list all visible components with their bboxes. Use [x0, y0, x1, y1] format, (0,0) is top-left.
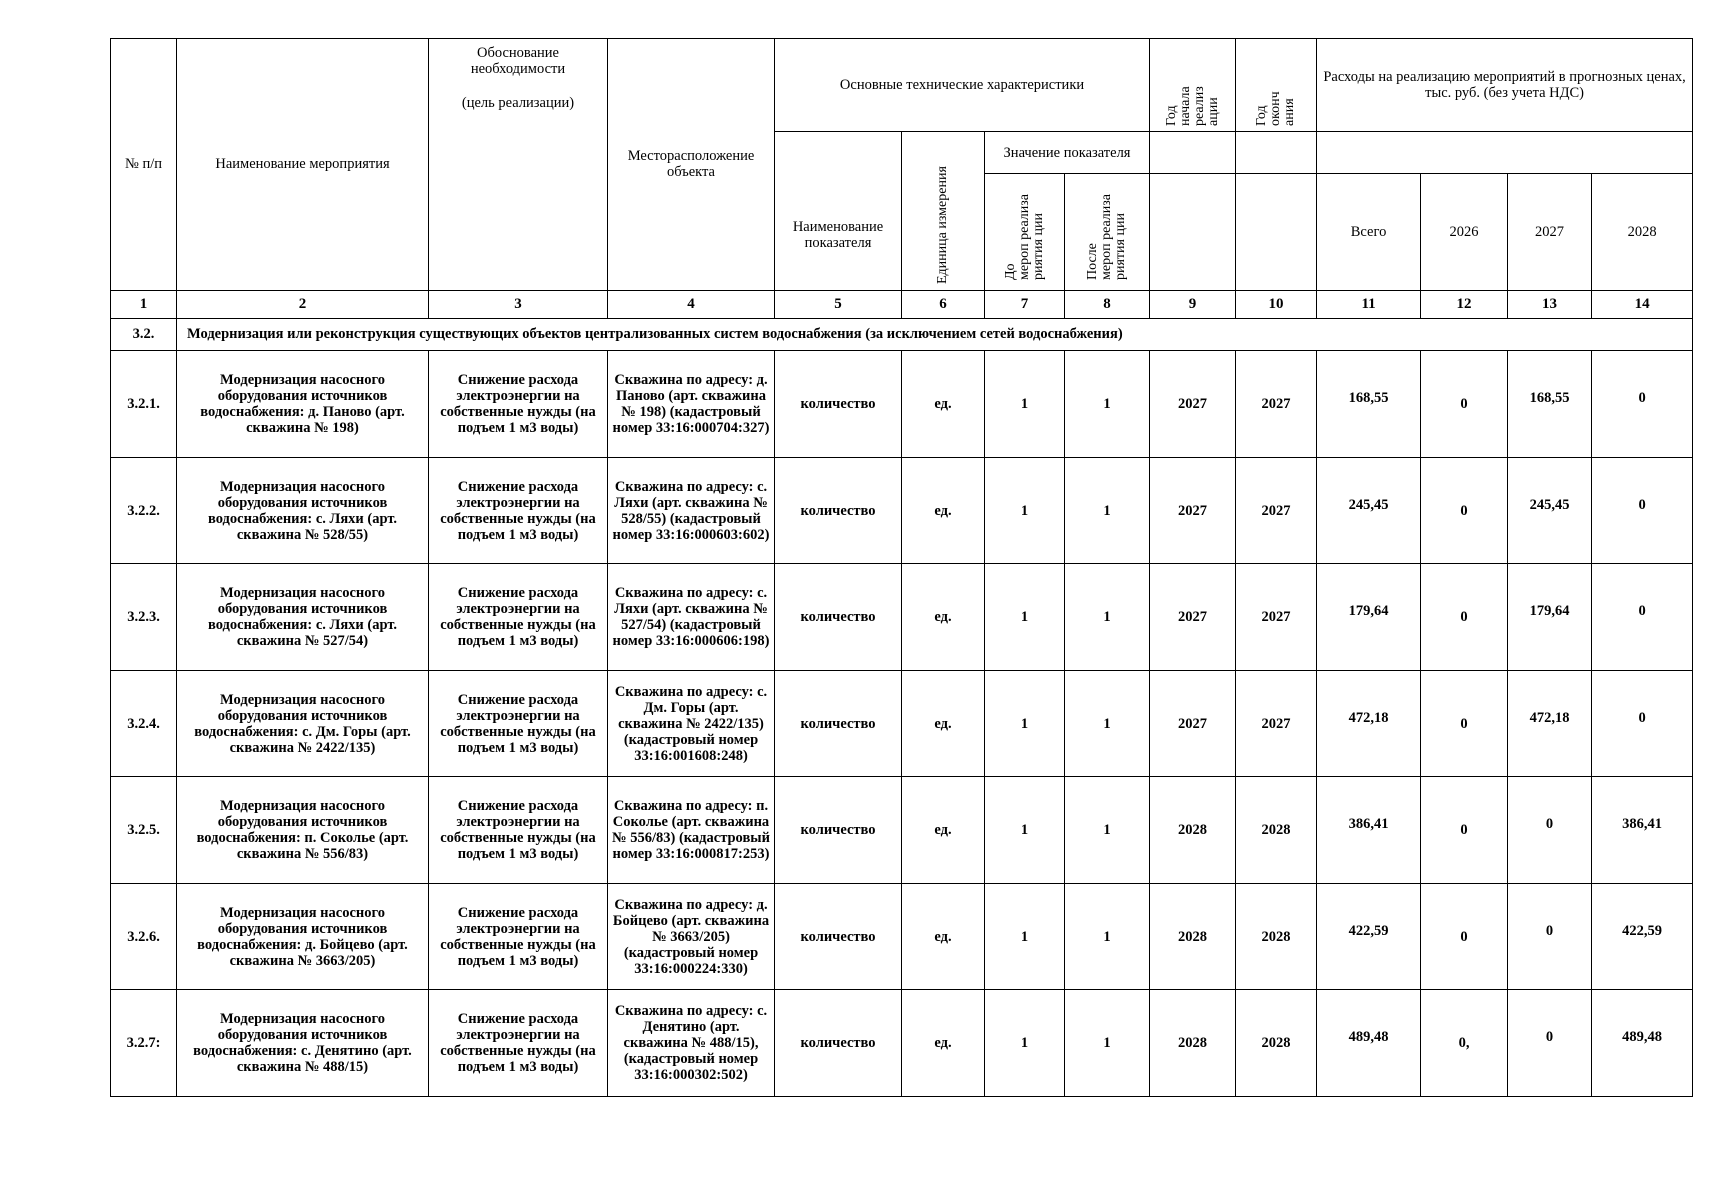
- header-empty-a: [1150, 132, 1236, 174]
- row-2028: [1592, 883, 1693, 990]
- table-row: [111, 351, 1693, 458]
- column-number: 2: [177, 290, 429, 318]
- row-location: Скважина по адресу: с. Денятино (арт. скважина № 488/15), (кадастровый номер 33:16:000302:502): [608, 990, 775, 1097]
- column-number: 6: [902, 290, 985, 318]
- row-start: 2027: [1150, 564, 1236, 671]
- row-reason: Снижение расхода электроэнергии на собственные нужды (на подъем 1 м3 воды): [429, 457, 608, 564]
- row-total-value: 245,45: [1348, 496, 1389, 513]
- row-total: [1317, 777, 1421, 884]
- row-unit: ед.: [902, 351, 985, 458]
- column-number: 1: [111, 290, 177, 318]
- row-2026: 0,: [1421, 990, 1508, 1097]
- table-row: [111, 457, 1693, 564]
- row-2028-value: 386,41: [1622, 816, 1662, 833]
- row-num: 3.2.6.: [111, 883, 177, 990]
- column-number: 7: [985, 290, 1065, 318]
- row-indicator: количество: [775, 457, 902, 564]
- header-indicator-name: Наименование показателя: [775, 132, 902, 291]
- row-start: 2028: [1150, 883, 1236, 990]
- row-indicator: количество: [775, 564, 902, 671]
- row-start: 2028: [1150, 777, 1236, 884]
- row-2028: [1592, 670, 1693, 777]
- row-2027: [1508, 883, 1592, 990]
- header-empty-c: [1317, 132, 1693, 174]
- row-reason: Снижение расхода электроэнергии на собственные нужды (на подъем 1 м3 воды): [429, 883, 608, 990]
- column-number: 9: [1150, 290, 1236, 318]
- row-unit: ед.: [902, 670, 985, 777]
- row-2027-value: 0: [1545, 1029, 1554, 1046]
- row-total-value: 422,59: [1348, 922, 1389, 939]
- row-total-value: 472,18: [1348, 709, 1389, 726]
- column-number: 3: [429, 290, 608, 318]
- row-after: 1: [1065, 351, 1150, 458]
- table-row: [111, 883, 1693, 990]
- row-location: Скважина по адресу: с. Ляхи (арт. скважина № 528/55) (кадастровый номер 33:16:000603:602): [608, 457, 775, 564]
- row-before: 1: [985, 564, 1065, 671]
- row-indicator: количество: [775, 990, 902, 1097]
- row-reason: Снижение расхода электроэнергии на собственные нужды (на подъем 1 м3 воды): [429, 670, 608, 777]
- row-reason: Снижение расхода электроэнергии на собственные нужды (на подъем 1 м3 воды): [429, 564, 608, 671]
- row-unit: ед.: [902, 564, 985, 671]
- row-start: 2028: [1150, 990, 1236, 1097]
- row-indicator: количество: [775, 351, 902, 458]
- table-row: [111, 990, 1693, 1097]
- row-2026: 0: [1421, 670, 1508, 777]
- row-unit: ед.: [902, 990, 985, 1097]
- row-end: 2027: [1236, 351, 1317, 458]
- header-total: Всего: [1317, 174, 1421, 291]
- row-location: Скважина по адресу: с. Ляхи (арт. скважина № 527/54) (кадастровый номер 33:16:000606:198): [608, 564, 775, 671]
- row-num: 3.2.3.: [111, 564, 177, 671]
- header-year-end: Год оконч ания: [1236, 39, 1317, 132]
- row-reason: Снижение расхода электроэнергии на собственные нужды (на подъем 1 м3 воды): [429, 777, 608, 884]
- row-2028: [1592, 564, 1693, 671]
- row-after: 1: [1065, 564, 1150, 671]
- table-row: [111, 564, 1693, 671]
- row-2027-value: 179,64: [1529, 603, 1570, 620]
- row-after: 1: [1065, 670, 1150, 777]
- row-2027: [1508, 990, 1592, 1097]
- header-2028: 2028: [1592, 174, 1693, 291]
- row-2028-value: 0: [1638, 603, 1646, 620]
- row-total: [1317, 990, 1421, 1097]
- header-before: До мероп реализа риятия ции: [985, 174, 1065, 291]
- row-2026: 0: [1421, 564, 1508, 671]
- row-2027: [1508, 351, 1592, 458]
- column-number: 11: [1317, 290, 1421, 318]
- row-indicator: количество: [775, 883, 902, 990]
- row-name: Модернизация насосного оборудования источников водоснабжения: с. Денятино (арт. скважина № 488/15): [177, 990, 429, 1097]
- row-start: 2027: [1150, 351, 1236, 458]
- row-2028-value: 0: [1638, 709, 1646, 726]
- column-number: 13: [1508, 290, 1592, 318]
- row-2028: [1592, 351, 1693, 458]
- row-indicator: количество: [775, 670, 902, 777]
- row-total: [1317, 457, 1421, 564]
- row-total-value: 168,55: [1348, 390, 1389, 407]
- row-2028: [1592, 457, 1693, 564]
- row-total-value: 489,48: [1348, 1029, 1389, 1046]
- row-before: 1: [985, 351, 1065, 458]
- row-num: 3.2.4.: [111, 670, 177, 777]
- row-num: 3.2.7:: [111, 990, 177, 1097]
- header-reason: [429, 39, 608, 291]
- section-num: 3.2.: [111, 318, 177, 351]
- row-name: Модернизация насосного оборудования источников водоснабжения: с. Ляхи (арт. скважина № 527/54): [177, 564, 429, 671]
- header-2027: 2027: [1508, 174, 1592, 291]
- header-reason-line1: Обоснование необходимости: [470, 45, 566, 77]
- row-2026: 0: [1421, 457, 1508, 564]
- header-empty-d: [1150, 174, 1236, 291]
- row-after: 1: [1065, 990, 1150, 1097]
- row-indicator: количество: [775, 777, 902, 884]
- row-end: 2027: [1236, 457, 1317, 564]
- row-2027: [1508, 670, 1592, 777]
- row-name: Модернизация насосного оборудования источников водоснабжения: д. Бойцево (арт. скважина № 3663/205): [177, 883, 429, 990]
- header-unit: Единица измерения: [902, 132, 985, 291]
- section-row: [111, 318, 1693, 351]
- row-end: 2028: [1236, 777, 1317, 884]
- row-name: Модернизация насосного оборудования источников водоснабжения: с. Дм. Горы (арт. скважина № 2422/135): [177, 670, 429, 777]
- row-end: 2028: [1236, 990, 1317, 1097]
- row-num: 3.2.5.: [111, 777, 177, 884]
- header-name: Наименование мероприятия: [177, 39, 429, 291]
- header-empty-e: [1236, 174, 1317, 291]
- header-empty-b: [1236, 132, 1317, 174]
- row-total: [1317, 670, 1421, 777]
- row-location: Скважина по адресу: д. Паново (арт. скважина № 198) (кадастровый номер 33:16:000704:327): [608, 351, 775, 458]
- header-num: № п/п: [111, 39, 177, 291]
- table-row: [111, 670, 1693, 777]
- row-2027: [1508, 457, 1592, 564]
- row-2028: [1592, 777, 1693, 884]
- column-number: 8: [1065, 290, 1150, 318]
- header-after: После мероп реализа риятия ции: [1065, 174, 1150, 291]
- row-after: 1: [1065, 777, 1150, 884]
- row-2027-value: 0: [1545, 816, 1554, 833]
- section-title: Модернизация или реконструкция существующих объектов централизованных систем водоснабжения (за исключением сетей водоснабжения): [177, 318, 1693, 351]
- row-2028-value: 422,59: [1622, 922, 1662, 939]
- row-unit: ед.: [902, 883, 985, 990]
- header-expenses: Расходы на реализацию мероприятий в прогнозных ценах, тыс. руб. (без учета НДС): [1317, 39, 1693, 132]
- row-after: 1: [1065, 457, 1150, 564]
- row-location: Скважина по адресу: д. Бойцево (арт. скважина № 3663/205) (кадастровый номер 33:16:000224:330): [608, 883, 775, 990]
- row-2028-value: 489,48: [1622, 1029, 1662, 1046]
- row-num: 3.2.2.: [111, 457, 177, 564]
- column-number: 14: [1592, 290, 1693, 318]
- row-before: 1: [985, 457, 1065, 564]
- column-number: 4: [608, 290, 775, 318]
- header-location: Месторасположение объекта: [608, 39, 775, 291]
- row-name: Модернизация насосного оборудования источников водоснабжения: д. Паново (арт. скважина № 198): [177, 351, 429, 458]
- row-name: Модернизация насосного оборудования источников водоснабжения: с. Ляхи (арт. скважина № 528/55): [177, 457, 429, 564]
- row-end: 2027: [1236, 670, 1317, 777]
- column-number: 12: [1421, 290, 1508, 318]
- header-value: Значение показателя: [985, 132, 1150, 174]
- row-total-value: 179,64: [1348, 603, 1389, 620]
- row-end: 2027: [1236, 564, 1317, 671]
- header-tech: Основные технические характеристики: [775, 39, 1150, 132]
- row-reason: Снижение расхода электроэнергии на собственные нужды (на подъем 1 м3 воды): [429, 351, 608, 458]
- row-before: 1: [985, 883, 1065, 990]
- row-unit: ед.: [902, 777, 985, 884]
- row-2026: 0: [1421, 883, 1508, 990]
- row-2028-value: 0: [1638, 496, 1646, 513]
- row-2027-value: 168,55: [1529, 390, 1570, 407]
- row-2027: [1508, 564, 1592, 671]
- row-total: [1317, 564, 1421, 671]
- row-2028-value: 0: [1638, 390, 1646, 407]
- row-2027: [1508, 777, 1592, 884]
- row-total: [1317, 351, 1421, 458]
- header-year-start: Год начала реализ ации: [1150, 39, 1236, 132]
- table-row: [111, 777, 1693, 884]
- row-start: 2027: [1150, 670, 1236, 777]
- row-location: Скважина по адресу: п. Соколье (арт. скважина № 556/83) (кадастровый номер 33:16:000817:253): [608, 777, 775, 884]
- row-total-value: 386,41: [1348, 816, 1389, 833]
- row-start: 2027: [1150, 457, 1236, 564]
- header-reason-line2: (цель реализации): [461, 95, 575, 111]
- row-2028: [1592, 990, 1693, 1097]
- row-2027-value: 472,18: [1529, 709, 1570, 726]
- investment-program-table: [110, 38, 1693, 1097]
- row-unit: ед.: [902, 457, 985, 564]
- row-total: [1317, 883, 1421, 990]
- row-num: 3.2.1.: [111, 351, 177, 458]
- row-reason: Снижение расхода электроэнергии на собственные нужды (на подъем 1 м3 воды): [429, 990, 608, 1097]
- row-location: Скважина по адресу: с. Дм. Горы (арт. скважина № 2422/135) (кадастровый номер 33:16:001608:248): [608, 670, 775, 777]
- column-number: 10: [1236, 290, 1317, 318]
- column-number: 5: [775, 290, 902, 318]
- row-2027-value: 245,45: [1529, 496, 1570, 513]
- row-2027-value: 0: [1545, 922, 1554, 939]
- row-before: 1: [985, 777, 1065, 884]
- column-numbers-row: [111, 290, 1693, 318]
- row-2026: 0: [1421, 777, 1508, 884]
- row-end: 2028: [1236, 883, 1317, 990]
- row-before: 1: [985, 670, 1065, 777]
- row-after: 1: [1065, 883, 1150, 990]
- header-2026: 2026: [1421, 174, 1508, 291]
- row-2026: 0: [1421, 351, 1508, 458]
- row-name: Модернизация насосного оборудования источников водоснабжения: п. Соколье (арт. скважина № 556/83): [177, 777, 429, 884]
- row-before: 1: [985, 990, 1065, 1097]
